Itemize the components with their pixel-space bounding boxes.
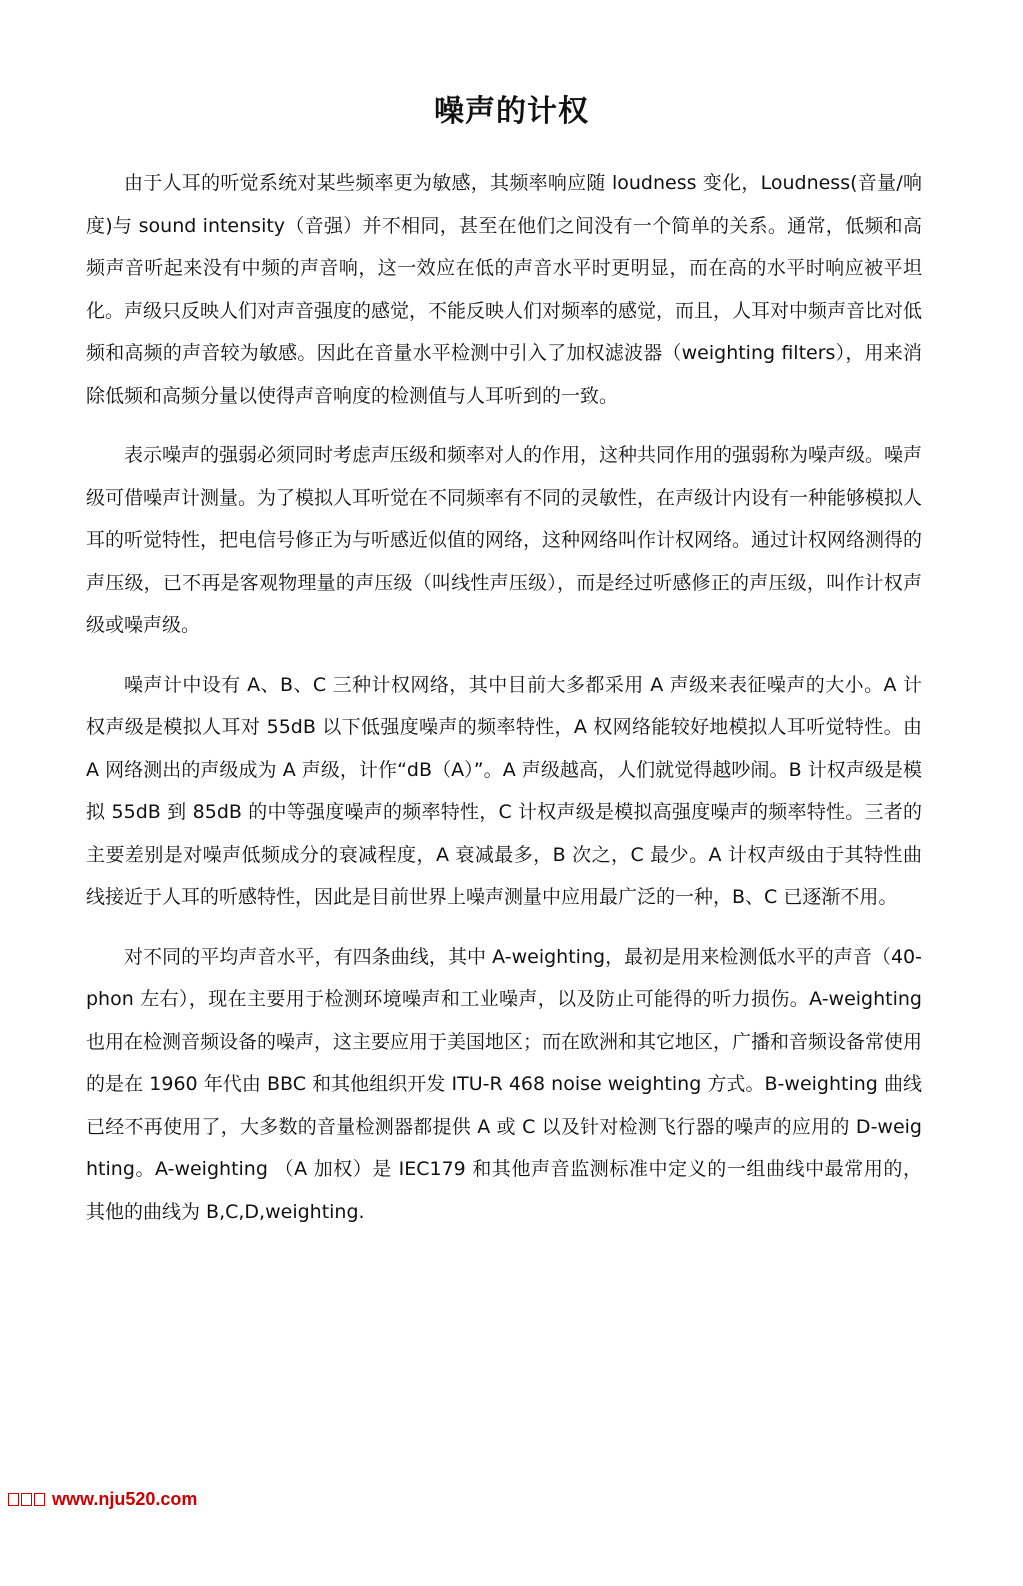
paragraph-3: 噪声计中设有 A、B、C 三种计权网络，其中目前大多都采用 A 声级来表征噪声的大小。A 计权声级是模拟人耳对 55dB 以下低强度噪声的频率特性，A 权网络能较好地模拟人耳听觉特性。由 A 网络测出的声级成为 A 声级，计作“dB（A）”。A 声级越高，人们就觉得越吵闹。B 计权声级是模拟 55dB 到 85dB 的中等强度噪声的频率特性，C 计权声级是模拟高强度噪声的频率特性。三者的主要差别是对噪声低频成分的衰减程度，A 衰减最多，B 次之，C 最少。A 计权声级由于其特性曲线接近于人耳的听感特性，因此是目前世界上噪声测量中应用最广泛的一种，B、C 已逐渐不用。 (86, 673, 922, 908)
missing-glyph-boxes-icon (8, 1488, 47, 1510)
document-body (86, 162, 922, 1251)
footer-url-link[interactable]: www.nju520.com (52, 1489, 198, 1509)
paragraph-1: 由于人耳的听觉系统对某些频率更为敏感，其频率响应随 loudness 变化，Loudness(音量/响度)与 sound intensity（音强）并不相同，甚至在他们之间没有一个简单的关系。通常，低频和高频声音听起来没有中频的声音响，这一效应在低的声音水平时更明显，而在高的水平时响应被平坦化。声级只反映人们对声音强度的感觉，不能反映人们对频率的感觉，而且，人耳对中频声音比对低频和高频的声音较为敏感。因此在音量水平检测中引入了加权滤波器（weighting filters），用来消除低频和高频分量以使得声音响度的检测值与人耳听到的一致。 (86, 172, 923, 407)
paragraph-2: 表示噪声的强弱必须同时考虑声压级和频率对人的作用，这种共同作用的强弱称为噪声级。噪声级可借噪声计测量。为了模拟人耳听觉在不同频率有不同的灵敏性，在声级计内设有一种能够模拟人耳的听觉特性，把电信号修正为与听感近似值的网络，这种网络叫作计权网络。通过计权网络测得的声压级，已不再是客观物理量的声压级（叫线性声压级），而是经过听感修正的声压级，叫作计权声级或噪声级。 (86, 444, 923, 636)
page-title: 噪声的计权 (434, 94, 589, 129)
footer-watermark (8, 1488, 197, 1510)
paragraph-4: 对不同的平均声音水平，有四条曲线，其中 A-weighting，最初是用来检测低水平的声音（40-phon 左右），现在主要用于检测环境噪声和工业噪声，以及防止可能得的听力损伤。A-weighting 也用在检测音频设备的噪声，这主要应用于美国地区；而在欧洲和其它地区，广播和音频设备常使用的是在 1960 年代由 BBC 和其他组织开发 ITU-R 468 noise weighting 方式。B-weighting 曲线已经不再使用了，大多数的音量检测器都提供 A 或 C 以及针对检测飞行器的噪声的应用的 D-weighting。A-weighting （A 加权）是 IEC179 和其他声音监测标准中定义的一组曲线中最常用的，其他的曲线为 B,C,D,weighting. (86, 945, 923, 1223)
